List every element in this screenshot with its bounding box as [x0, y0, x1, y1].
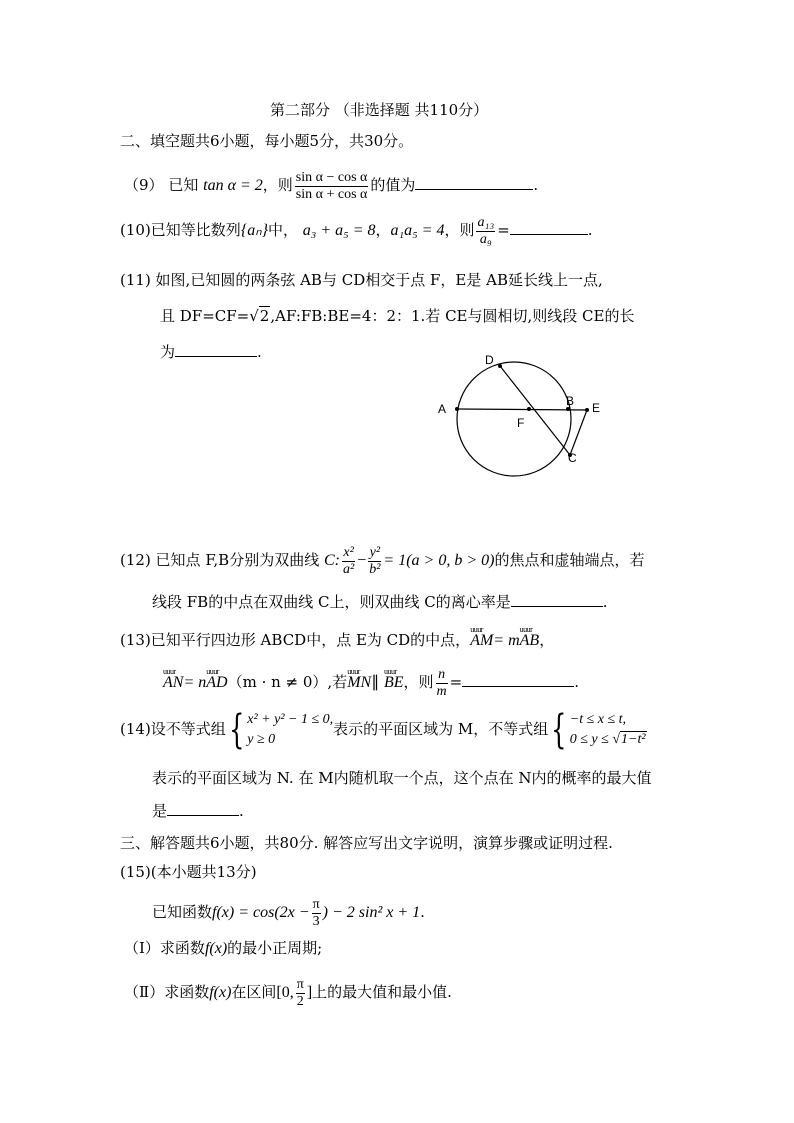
q14-end: . — [239, 802, 244, 820]
point-a — [455, 407, 459, 411]
q14-sys1-b: y ≥ 0 — [247, 732, 276, 747]
q11-line-2-post: ,AF:FB:BE=4：2：1.若 CE与圆相切,则线段 CE的长 — [270, 307, 635, 325]
q10-eq: = — [497, 221, 510, 239]
q12-line-2 — [152, 592, 607, 612]
q15-half-pi-num: π — [296, 976, 304, 992]
q15-part-2 — [124, 972, 452, 1013]
q15-fn-pre: 已知函数 — [152, 903, 213, 921]
q13-frac-denominator: m — [436, 683, 447, 699]
q13-eq-n: = n — [183, 674, 207, 691]
q14-line-3-text: 是 — [152, 802, 168, 820]
q13-answer-blank[interactable] — [462, 672, 574, 687]
q14-pre: (14)设不等式组 — [120, 720, 226, 738]
q15-p1-pre: （Ⅰ）求函数 — [124, 939, 205, 957]
q13-end: . — [574, 673, 580, 691]
label-f: F — [517, 416, 525, 430]
q12-line-1-pre: (12) 已知点 F,B分别为双曲线 — [120, 551, 320, 569]
q12-end: . — [602, 593, 608, 611]
q14-answer-blank[interactable] — [167, 801, 239, 816]
q9-number: （9） — [124, 176, 164, 194]
q13-vector-mn: uuur MN — [347, 665, 371, 701]
q13-eq-m: = m — [493, 632, 520, 649]
q10-frac-denominator: a₉ — [479, 231, 492, 247]
q9-pre: 已知 — [168, 176, 199, 194]
q13-parallel: ∥ — [371, 674, 380, 691]
q12-answer-blank[interactable] — [511, 592, 603, 607]
q15-p1-post: 的最小正周期; — [227, 939, 323, 957]
q15-fn-a: f(x) = cos(2x − — [212, 904, 310, 921]
question-10 — [120, 212, 593, 249]
tangent-ce — [570, 410, 587, 455]
q13-vector-be: uuur BE — [384, 665, 404, 701]
q13-then: ，则 — [403, 673, 434, 691]
q14-sys1-a: x² + y² − 1 ≤ 0, — [247, 712, 334, 727]
q10-frac-numerator: a₁₃ — [477, 214, 495, 230]
q11-line-3-text: 为 — [160, 343, 176, 361]
q15-p2-post: 上的最大值和最小值. — [312, 983, 452, 1001]
q10-sep: ， — [375, 221, 391, 239]
q14-line-3 — [152, 801, 244, 821]
q12-frac-y — [368, 545, 381, 578]
q15-p2-fx: f(x) — [209, 984, 232, 1001]
q9-mid: ，则 — [262, 176, 293, 194]
q10-cond1: a₃ + a₅ = 8 — [302, 222, 376, 239]
q9-answer-blank[interactable] — [415, 175, 533, 190]
q14-system-1 — [247, 710, 333, 750]
q15-fn-b: ) − 2 sin² x + 1 — [322, 904, 421, 921]
q13-condition: （m · n ≠ 0）,若 — [227, 673, 348, 691]
label-b: B — [566, 394, 575, 408]
q13-vector-an: uuur AN — [163, 665, 183, 701]
q13-comma: ， — [539, 631, 555, 649]
q14-mid: 表示的平面区域为 M，不等式组 — [333, 720, 549, 738]
q15-fn-end: . — [420, 903, 425, 921]
q15-half-pi — [296, 977, 305, 1010]
q10-pre: 已知等比数列 — [150, 221, 241, 239]
q12-y2: y² — [369, 544, 381, 560]
q15-part-1 — [124, 938, 322, 959]
q10-fraction — [476, 215, 495, 248]
q10-mid2: ，则 — [444, 221, 475, 239]
q10-number: (10) — [120, 221, 151, 239]
q9-frac-numerator: sin α − cos α — [295, 169, 368, 185]
q13-eq: = — [449, 673, 463, 691]
q14-system-2 — [570, 710, 647, 750]
q10-answer-blank[interactable] — [510, 220, 588, 235]
q14-sys2-a: −t ≤ x ≤ t, — [569, 712, 627, 727]
circle — [457, 362, 571, 476]
q12-line-1-post: 的焦点和虚轴端点，若 — [494, 551, 645, 569]
point-f — [527, 407, 531, 411]
label-c: C — [568, 451, 577, 465]
q14-line-1 — [120, 706, 647, 752]
q12-b2: b² — [369, 561, 381, 577]
label-a: A — [438, 402, 447, 416]
q10-sequence: {aₙ} — [240, 222, 268, 239]
q14-sys2-b: 0 ≤ y ≤ √1−t² — [569, 732, 646, 747]
q15-interval-a: [0, — [276, 984, 294, 1001]
q10-mid1: 中， — [267, 221, 298, 239]
q9-condition: tan α = 2 — [203, 177, 263, 194]
chord-dc — [500, 366, 570, 455]
circle-figure — [430, 350, 630, 490]
point-d — [498, 364, 502, 368]
section-3-heading: 三、解答题共6小题，共80分. 解答应写出文字说明，演算步骤或证明过程. — [120, 834, 613, 852]
q11-end: . — [257, 343, 262, 361]
q9-end: . — [533, 176, 539, 194]
q13-vector-am: uuur AM — [470, 631, 493, 651]
q14-brace-2: { — [551, 707, 567, 753]
q12-minus: − — [357, 552, 367, 569]
q11-answer-blank[interactable] — [175, 342, 257, 357]
label-d: D — [485, 353, 494, 367]
q12-condition: = 1(a > 0, b > 0) — [383, 552, 495, 569]
q15-function — [152, 892, 425, 933]
q11-line-2-pre: 且 DF=CF= — [160, 307, 250, 325]
q12-curve: C: — [323, 552, 340, 569]
q12-a2: a² — [342, 561, 355, 577]
q13-line-1 — [120, 630, 554, 651]
q14-line-2: 表示的平面区域为 N. 在 M内随机取一个点，这个点在 N内的概率的最大值 — [152, 769, 652, 787]
q12-line-2-text: 线段 FB的中点在双曲线 C上，则双曲线 C的离心率是 — [152, 593, 511, 611]
page-title: 第二部分 （非选择题 共110分） — [270, 101, 489, 119]
q12-line-1 — [120, 540, 644, 581]
q15-three: 3 — [312, 913, 320, 929]
q9-fraction — [295, 170, 369, 203]
q10-end: . — [587, 221, 593, 239]
q13-fraction — [436, 667, 448, 700]
label-e: E — [592, 401, 601, 415]
q14-brace-1: { — [228, 707, 245, 753]
q11-line-3 — [160, 342, 262, 362]
q13-frac-numerator: n — [436, 667, 448, 684]
q13-line-1-pre: (13)已知平行四边形 ABCD中，点 E为 CD的中点， — [120, 631, 471, 649]
q15-p1-fx: f(x) — [204, 940, 228, 957]
q12-x2: x² — [343, 544, 354, 560]
q12-frac-x — [342, 545, 355, 578]
q13-vector-ab: uuur AB — [520, 631, 540, 651]
q14-sys2-sqrt: 1−t² — [621, 732, 646, 747]
point-e — [585, 408, 589, 412]
q15-half-pi-den: 2 — [296, 993, 304, 1009]
q11-line-1: (11) 如图,已知圆的两条弦 AB与 CD相交于点 F，E是 AB延长线上一点, — [120, 271, 603, 289]
section-2-heading: 二、填空题共6小题，每小题5分，共30分。 — [120, 132, 414, 150]
q13-line-2 — [163, 664, 579, 701]
q15-pi-fraction — [312, 897, 321, 930]
question-9 — [124, 167, 538, 204]
q9-frac-denominator: sin α + cos α — [295, 186, 368, 202]
q15-interval-b: ] — [306, 984, 313, 1001]
q14-sys2-b-pre: 0 ≤ y ≤ — [569, 732, 609, 747]
q11-sqrt: √2 — [249, 307, 270, 325]
q10-cond2: a₁a₅ = 4 — [390, 222, 445, 239]
q15-p2-mid: 在区间 — [231, 983, 277, 1001]
q15-number: (15)(本小题共13分) — [120, 863, 257, 881]
q11-sqrt-value: 2 — [259, 307, 270, 325]
q15-p2-pre: （Ⅱ）求函数 — [124, 983, 210, 1001]
q13-vector-ad: uuur AD — [206, 665, 227, 701]
q11-line-2 — [160, 306, 634, 326]
q15-pi: π — [312, 896, 320, 912]
q9-post: 的值为 — [370, 176, 416, 194]
